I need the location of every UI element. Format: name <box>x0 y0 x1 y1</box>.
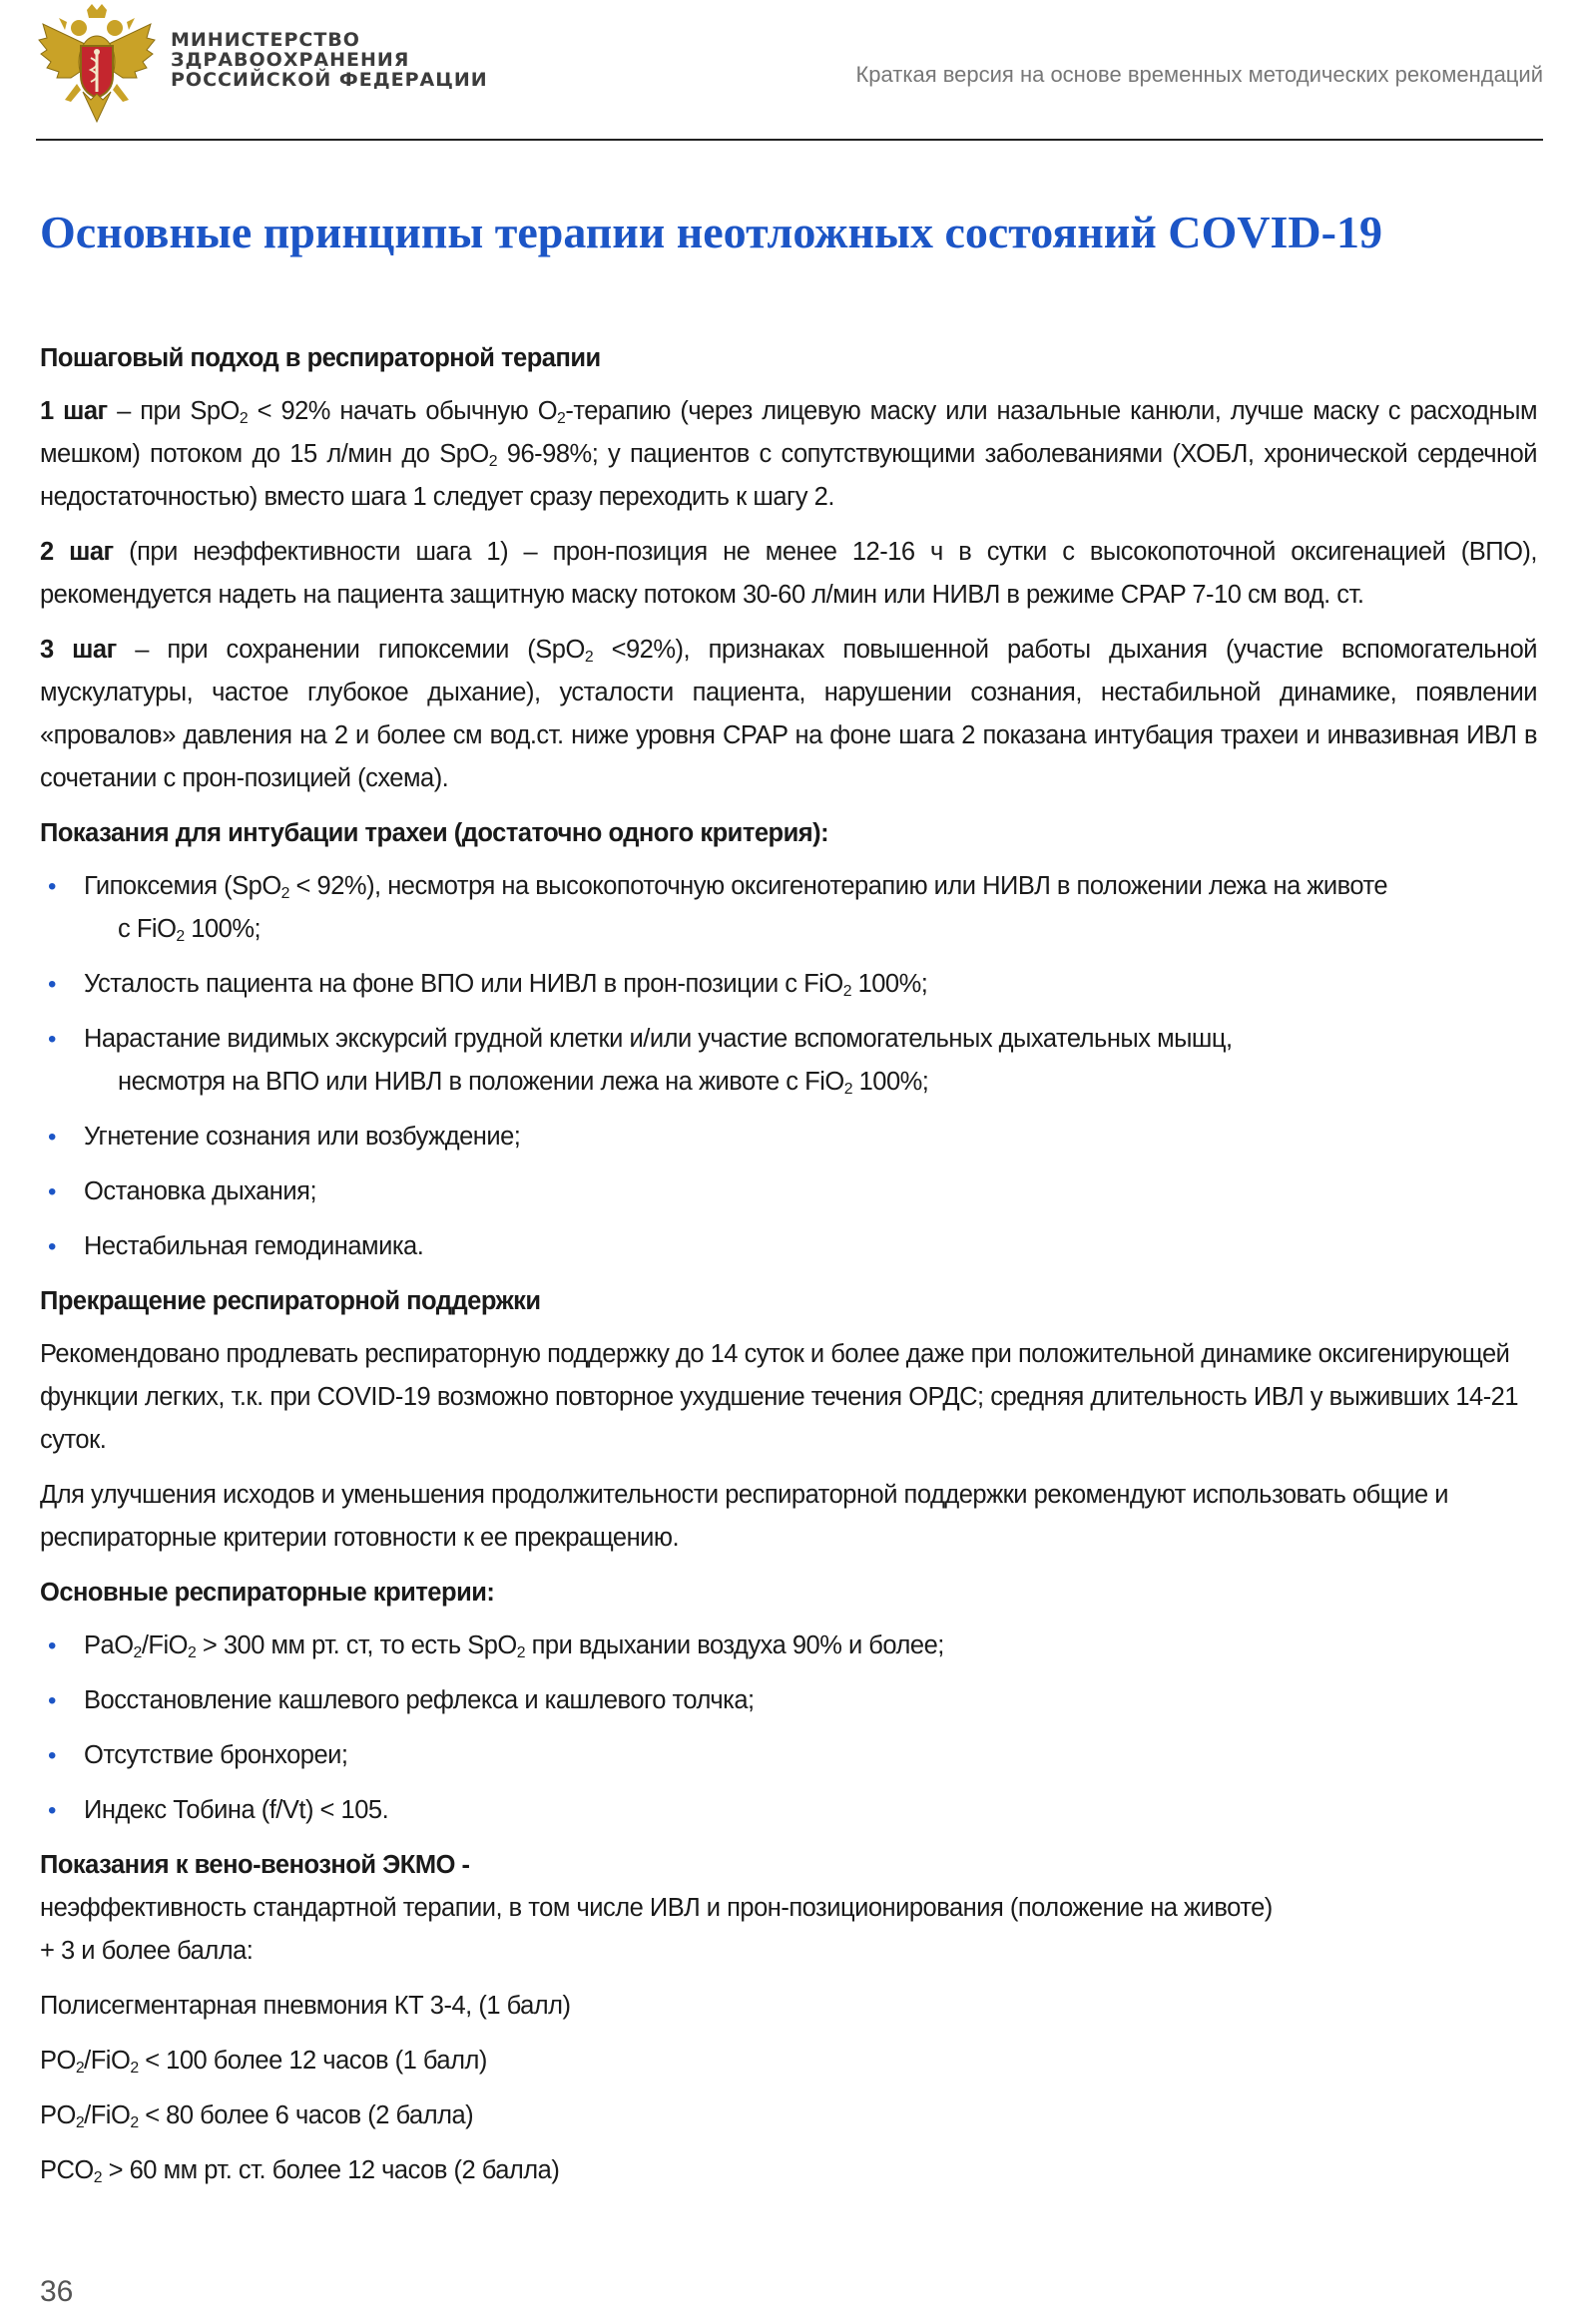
list-item <box>40 1679 1537 1722</box>
intubation-criteria-list <box>40 865 1537 1268</box>
list-item: • Нестабильная гемодинамика. <box>40 1225 1537 1268</box>
step-1-label: 1 шаг <box>40 397 108 425</box>
resp-therapy-heading: Пошаговый подход в респираторной терапии <box>40 344 601 372</box>
bullet-icon: • <box>48 1742 56 1769</box>
ecmo-score-1: Полисегментарная пневмония КТ 3-4, (1 балл) <box>40 1992 571 2020</box>
ecmo-line-2: + 3 и более балла: <box>40 1937 254 1965</box>
ministry-line-1: МИНИСТЕРСТВО <box>171 29 360 51</box>
stop-support-paragraph-2: Для улучшения исходов и уменьшения продолжительности респираторной поддержки рекомендуют использовать общие и респираторные критерии готовности к ее прекращению. <box>40 1481 1449 1552</box>
header-divider <box>36 139 1543 141</box>
bullet-icon: • <box>48 1178 56 1205</box>
step-3-label: 3 шаг <box>40 636 117 664</box>
step-2-label: 2 шаг <box>40 538 114 566</box>
list-item <box>40 1734 1537 1777</box>
intubation-heading: Показания для интубации трахеи (достаточно одного критерия): <box>40 819 829 847</box>
ecmo-line-1: неэффективность стандартной терапии, в том числе ИВЛ и прон-позиционирования (положение на животе) <box>40 1894 1273 1922</box>
ecmo-heading: Показания к вено-венозной ЭКМО - <box>40 1851 470 1879</box>
resp-criteria-heading: Основные респираторные критерии: <box>40 1579 495 1607</box>
bullet-icon: • <box>48 1797 56 1824</box>
bullet-icon: • <box>48 1124 56 1151</box>
criteria-item-4: Индекс Тобина (f/Vt) < 105. <box>84 1796 389 1824</box>
page-number: 36 <box>40 2275 74 2308</box>
ecmo-score-3: $PO_2/FiO_2 < 80$ более 6 часов (2 балла) <box>40 2101 474 2131</box>
bullet-icon: • <box>48 1687 56 1714</box>
ministry-line-2: ЗДРАВООХРАНЕНИЯ <box>171 49 410 71</box>
criteria-item-2: Восстановление кашлевого рефлекса и кашлевого толчка; <box>84 1686 755 1714</box>
list-item: • Угнетение сознания или возбуждение; <box>40 1116 1537 1159</box>
ecmo-block <box>40 1844 1537 1973</box>
bullet-icon: • <box>48 971 56 998</box>
list-item: • Нарастание видимых экскурсий грудной клетки и/или участие вспомогательных дыхательных мышц, несмотря на ВПО или НИВЛ в положении лежа на животе с FiO$_2$ 100%; <box>40 1018 1537 1104</box>
bullet-icon: • <box>48 873 56 900</box>
russian-coat-of-arms-emblem <box>36 4 158 128</box>
list-item: • Остановка дыхания; <box>40 1170 1537 1213</box>
bullet-icon: • <box>48 1233 56 1260</box>
ministry-name <box>171 30 488 90</box>
bullet-icon: • <box>48 1632 56 1659</box>
list-item: • Усталость пациента на фоне ВПО или НИВЛ в прон-позиции с FiO$_2$ 100%; <box>40 963 1537 1006</box>
list-item <box>40 1789 1537 1832</box>
ecmo-score-4: $PCO_2 > 60$ мм рт. ст. более 12 часов (2 балла) <box>40 2156 560 2186</box>
ministry-line-3: РОССИЙСКОЙ ФЕДЕРАЦИИ <box>171 69 488 91</box>
bullet-icon: • <box>48 1026 56 1053</box>
criteria-item-3: Отсутствие бронхореи; <box>84 1741 348 1769</box>
resp-criteria-list <box>40 1625 1537 1832</box>
ecmo-score-2: $PO_2/FiO_2 < 100$ более 12 часов (1 балл) <box>40 2047 487 2077</box>
header-note: Краткая версия на основе временных методических рекомендаций <box>855 62 1543 87</box>
step-2-paragraph: 2 шаг (при неэффективности шага 1) – прон-позиция не менее 12-16 ч в сутки с высокопоточной оксигенацией (ВПО), рекомендуется надеть на пациента защитную маску потоком 30-60 л/мин или НИВЛ в режиме CPAP 7-10 см вод. ст. <box>40 538 1537 609</box>
page-header <box>36 0 1543 142</box>
page-title: Основные принципы терапии неотложных состояний COVID-19 <box>40 207 1382 257</box>
step-3-paragraph: 3 шаг – при сохранении гипоксемии (SpO$_2$ <92%), признаках повышенной работы дыхания (участие вспомогательной мускулатуры, частое глубокое дыхание), усталости пациента, нарушении сознания, нестабильной динамике, появлении «провалов» давления на 2 и более см вод.ст. ниже уровня CPAP на фоне шага 2 показана интубация трахеи и инвазивная ИВЛ в сочетании с прон-позицией (схема). <box>40 636 1537 792</box>
list-item: • PaO$_2$/FiO$_2$ > 300 мм рт. ст, то есть SpO$_2$ при вдыхании воздуха 90% и более; <box>40 1625 1537 1667</box>
list-item: • Гипоксемия (SpO$_2$ < 92%), несмотря на высокопоточную оксигенотерапию или НИВЛ в положении лежа на животе с FiO$_2$ 100%; <box>40 865 1537 951</box>
document-body <box>40 337 1537 2204</box>
step-1-paragraph: 1 шаг – при SpO$_2$ < 92% начать обычную $O_2$-терапию (через лицевую маску или назальные канюли, лучше маску с расходным мешком) потоком до 15 л/мин до SpO$_2$ 96-98%; у пациентов с сопутствующими заболеваниями (ХОБЛ, хронической сердечной недостаточностью) вместо шага 1 следует сразу переходить к шагу 2. <box>40 397 1538 511</box>
stop-support-heading: Прекращение респираторной поддержки <box>40 1287 541 1315</box>
stop-support-paragraph-1: Рекомендовано продлевать респираторную поддержку до 14 суток и более даже при положительной динамике оксигенирующей функции легких, т.к. при COVID-19 возможно повторное ухудшение течения ОРДС; средняя длительность ИВЛ у выживших 14-21 суток. <box>40 1340 1519 1454</box>
